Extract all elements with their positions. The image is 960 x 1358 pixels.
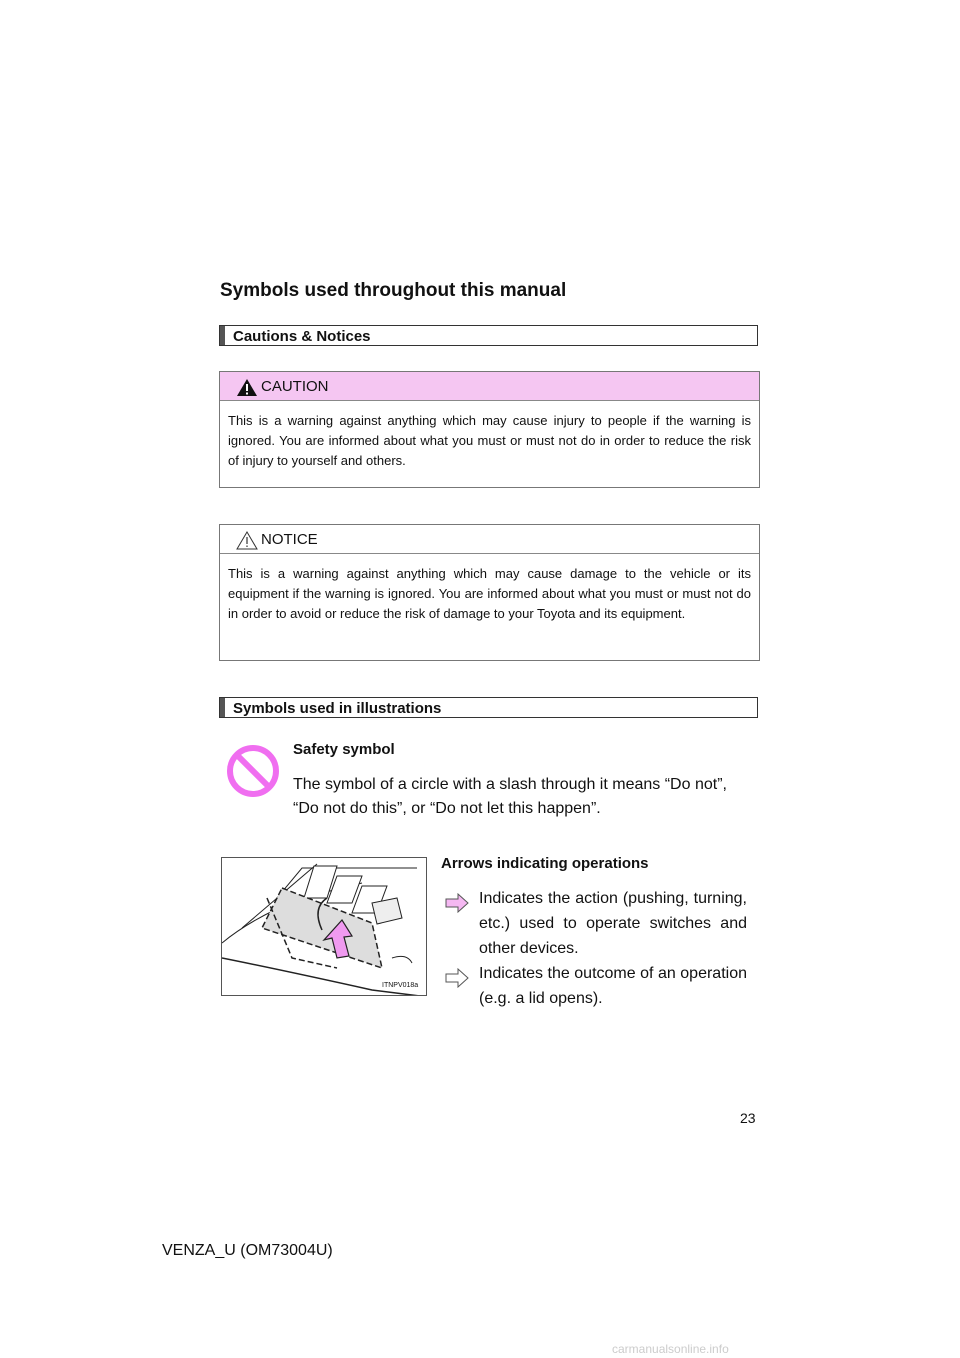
notice-text: This is a warning against anything which may cause damage to the vehicle or its equipment if the warning is ignored. You are informed about what you must or must not do in order to avoid or reduce the risk of damage to your Toyota and its equipment. xyxy=(228,566,751,621)
illustration-overhead-console xyxy=(221,857,427,996)
caution-label: CAUTION xyxy=(261,378,329,395)
notice-box xyxy=(219,524,760,661)
notice-header xyxy=(220,525,759,554)
outcome-arrow-icon xyxy=(445,968,469,988)
section-heading-label: Cautions & Notices xyxy=(233,328,371,345)
section-heading-illustrations xyxy=(219,697,758,718)
prohibition-icon xyxy=(226,744,280,798)
outcome-arrow-text: Indicates the outcome of an operation (e.g. a lid opens). xyxy=(479,965,747,1007)
overhead-console-drawing xyxy=(222,858,427,996)
illustration-code: ITNPV018a xyxy=(382,982,419,989)
watermark: carmanualsonline.info xyxy=(612,1342,729,1356)
footer-model-code: VENZA_U (OM73004U) xyxy=(162,1242,333,1259)
safety-symbol-text: The symbol of a circle with a slash through it means “Do not”, “Do not do this”, or “Do not let this happen”. xyxy=(293,776,727,817)
section-heading-label: Symbols used in illustrations xyxy=(233,700,442,717)
caution-text: This is a warning against anything which may cause injury to people if the warning is ignored. You are informed about what you must or must not do in order to reduce the risk of injury to yourself and others. xyxy=(228,413,751,468)
action-arrow-text: Indicates the action (pushing, turning, etc.) used to operate switches and other devices. xyxy=(479,890,747,957)
arrows-title: Arrows indicating operations xyxy=(441,855,649,872)
heading-bar xyxy=(220,326,225,345)
page-title: Symbols used throughout this manual xyxy=(220,280,567,301)
warning-triangle-icon xyxy=(236,531,258,550)
section-heading-cautions xyxy=(219,325,758,346)
caution-box xyxy=(219,371,760,488)
action-arrow-icon xyxy=(445,893,469,913)
caution-header xyxy=(220,372,759,401)
safety-symbol-title: Safety symbol xyxy=(293,741,395,758)
heading-bar xyxy=(220,698,225,717)
notice-label: NOTICE xyxy=(261,531,318,548)
warning-triangle-icon xyxy=(236,378,258,397)
page-number: 23 xyxy=(740,1110,756,1126)
